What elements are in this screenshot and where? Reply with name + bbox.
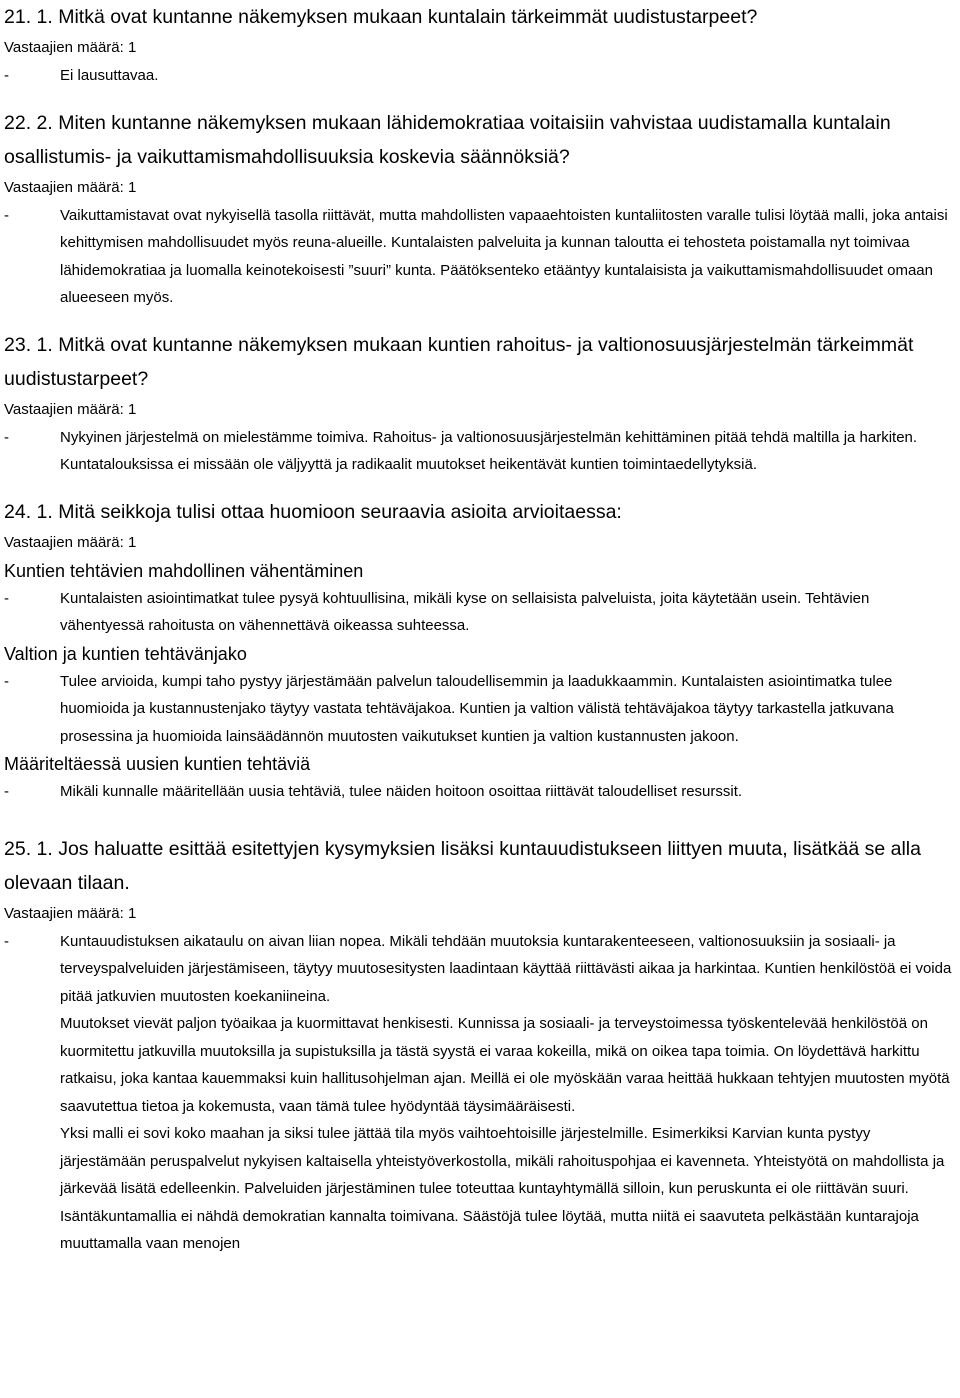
question-23-title: 23. 1. Mitkä ovat kuntanne näkemyksen mukaan kuntien rahoitus- ja valtionosuusjärjestelmän tärkeimmät uudistustarpeet?: [4, 333, 914, 390]
question-25-respondent-count: Vastaajien määrä: 1: [4, 904, 137, 922]
answer-paragraph-3: Yksi malli ei sovi koko maahan ja siksi tulee jättää tila myös vaihtoehtoisille järjestelmille. Esimerkiksi Karvian kunta pystyy järjestämään peruspalvelut nykyisen kaltaisella yhteistyöverkostolla, mikäli rahoituspohjaa ei kavenneta. Yhteistyötä on mahdollista ja järkevää lisätä edelleenkin. Palveluiden järjestäminen tulee toteuttaa kuntayhtymällä silloin, kun peruskunta ei ole riittävän suuri. Isäntäkuntamallia ei nähdä demokratian kannalta toimivana. Säästöjä tulee löytää, mutta niitä ei saavuteta pelkästään kuntarajoja muuttamalla vaan menojen: [60, 1125, 945, 1252]
answer-text: Nykyinen järjestelmä on mielestämme toimiva. Rahoitus- ja valtionosuusjärjestelmän kehittäminen pitää tehdä maltilla ja harkiten. Kuntatalouksissa ei missään ole väljyyttä ja radikaalit muutokset heikentävät kuntien toimintaedellytyksiä.: [60, 428, 918, 473]
question-21-answer: [4, 62, 956, 90]
subheading-task-reduction: Kuntien tehtävien mahdollinen vähentäminen: [4, 560, 364, 581]
bullet-dash: -: [4, 589, 9, 607]
question-21-title: 21. 1. Mitkä ovat kuntanne näkemyksen mukaan kuntalain tärkeimmät uudistustarpeet?: [4, 6, 758, 28]
question-22-answer: [4, 202, 956, 312]
bullet-dash: -: [4, 932, 9, 950]
answer-paragraph-1: Kuntauudistuksen aikataulu on aivan liian nopea. Mikäli tehdään muutoksia kuntarakenteeseen, valtionosuuksiin ja sosiaali- ja terveyspalveluiden järjestämiseen, täytyy muutosesitysten laadintaan käyttää riittävästi aikaa ja harkintaa. Kuntien henkilöstöä ei voida pitää jatkuvien muutosten koekaniineina.: [60, 932, 952, 1005]
answer-paragraph-2: Muutokset vievät paljon työaikaa ja kuormittavat henkisesti. Kunnissa ja sosiaali- ja terveystoimessa työskentelevää henkilöstöä on kuormitettu jatkuvilla muutoksilla ja supistuksilla ja tästä syystä ei varaa kokeilla, mikä on oikea tapa toimia. On löydettävä harkittu ratkaisu, joka kantaa kauemmaksi kuin hallitusohjelman ajan. Meillä ei ole myöskään varaa heittää hukkaan tehtyjen muutosten myötä saavutettua tietoa ja kokemusta, vaan tämä tulee hyödyntää täysimääräisesti.: [60, 1015, 950, 1115]
question-25-title: 25. 1. Jos haluatte esittää esitettyjen kysymyksien lisäksi kuntauudistukseen liittyen muuta, lisätkää se alla olevaan tilaan.: [4, 837, 921, 894]
question-21-respondent-count: Vastaajien määrä: 1: [4, 39, 137, 56]
question-25: [4, 832, 956, 1258]
question-24-answer-3: [4, 778, 956, 806]
bullet-dash: -: [4, 428, 9, 446]
answer-text: Ei lausuttavaa.: [60, 67, 159, 84]
bullet-dash: -: [4, 67, 9, 84]
answer-text: Tulee arvioida, kumpi taho pystyy järjestämään palvelun taloudellisemmin ja laadukkaammin. Kuntalaisten asiointimatka tulee huomioida ja kustannustenjako täytyy vastata tehtäväjakoa. Kuntien ja valtion välistä tehtäväjakoa täytyy tarkastella jatkuvana prosessina ja huomioida lainsäädännön muutosten vaikutukset kuntien ja valtion kustannusten jakoon.: [60, 672, 894, 745]
question-22: [4, 106, 956, 312]
question-24-answer-2: [4, 668, 956, 751]
question-24-respondent-count: Vastaajien määrä: 1: [4, 533, 137, 551]
bullet-dash: -: [4, 672, 9, 690]
question-24-answer-1: [4, 585, 956, 640]
question-23-respondent-count: Vastaajien määrä: 1: [4, 400, 137, 418]
question-23-answer: [4, 424, 956, 479]
bullet-dash: -: [4, 206, 9, 224]
bullet-dash: -: [4, 783, 9, 800]
question-22-respondent-count: Vastaajien määrä: 1: [4, 178, 137, 196]
question-23: [4, 328, 956, 479]
answer-text: Vaikuttamistavat ovat nykyisellä tasolla riittävät, mutta mahdollisten vapaaehtoisten kuntaliitosten varalle tulisi löytää malli, joka antaisi kehittymisen mahdollisuudet myös reuna-alueille. Kuntalaisten palveluita ja kunnan taloutta ei tehosteta poistamalla nyt toimivaa lähidemokratiaa ja luomalla keinotekoisesti ”suuri” kunta. Päätöksenteko etääntyy kuntalaisista ja vaikuttamismahdollisuudet omaan alueeseen myös.: [60, 206, 948, 306]
question-21: [4, 0, 956, 90]
question-22-title: 22. 2. Miten kuntanne näkemyksen mukaan lähidemokratiaa voitaisiin vahvistaa uudistamalla kuntalain osallistumis- ja vaikuttamismahdollisuuksia koskevia säännöksiä?: [4, 111, 891, 168]
question-24: [4, 495, 956, 806]
question-24-title: 24. 1. Mitä seikkoja tulisi ottaa huomioon seuraavia asioita arvioitaessa:: [4, 500, 622, 523]
subheading-task-division: Valtion ja kuntien tehtävänjako: [4, 643, 247, 664]
answer-text: Mikäli kunnalle määritellään uusia tehtäviä, tulee näiden hoitoon osoittaa riittävät taloudelliset resurssit.: [60, 783, 743, 800]
subheading-new-tasks: Määriteltäessä uusien kuntien tehtäviä: [4, 754, 311, 774]
question-25-answer: [4, 928, 956, 1258]
answer-text: Kuntalaisten asiointimatkat tulee pysyä kohtuullisina, mikäli kyse on sellaisista palveluista, joita käytetään usein. Tehtävien vähentyessä rahoitusta on vähennettävä oikeassa suhteessa.: [60, 589, 870, 634]
